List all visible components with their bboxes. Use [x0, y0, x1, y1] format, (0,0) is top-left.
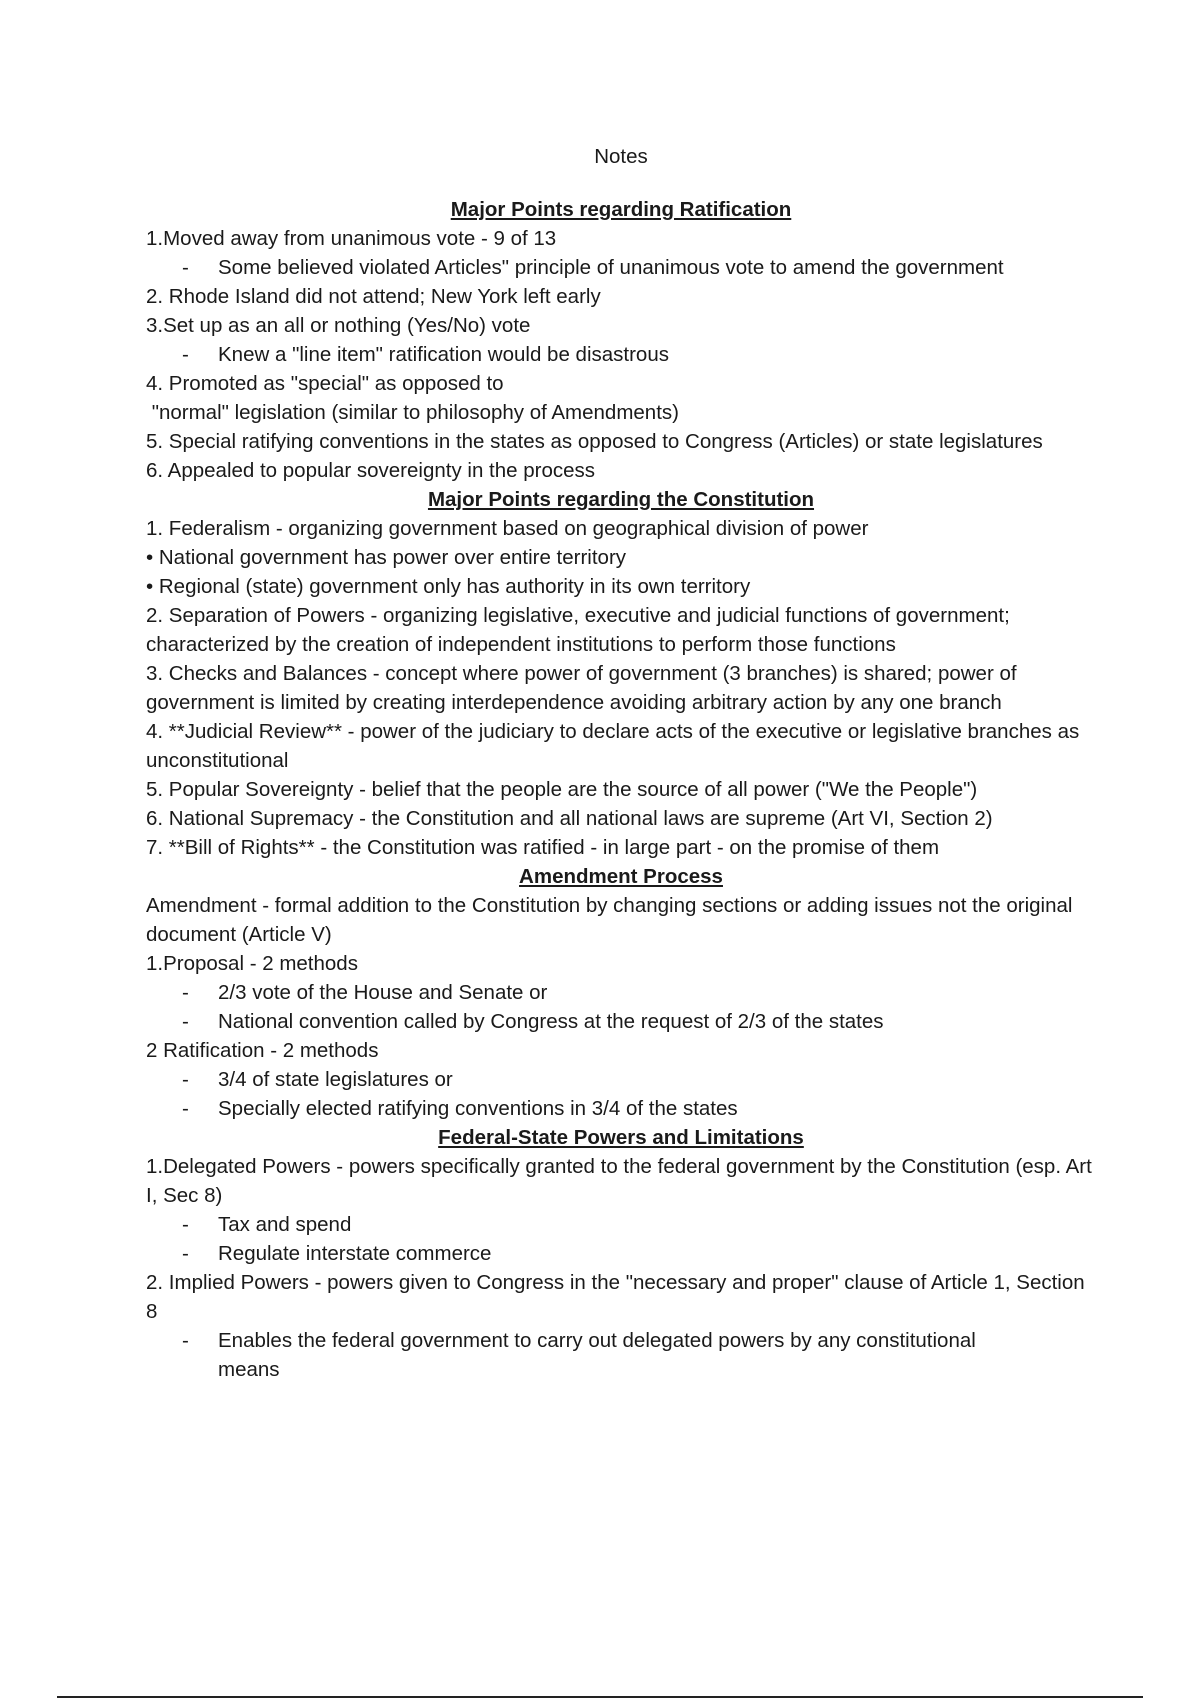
heading-amendment: Amendment Process [519, 865, 723, 888]
bottom-rule [57, 1696, 1143, 1698]
amendment-point-1-sub-2: - National convention called by Congress at the request of 2/3 of the states [146, 1007, 1096, 1036]
constitution-bullet-2: • Regional (state) government only has authority in its own territory [146, 575, 751, 598]
amendment-point-2: 2 Ratification - 2 methods [146, 1039, 379, 1062]
ratification-point-1: 1.Moved away from unanimous vote - 9 of 13 [146, 227, 557, 250]
amendment-intro: Amendment - formal addition to the Constitution by changing sections or adding issues not the original document (Article V) [146, 894, 1073, 946]
amendment-point-2-sub-2: - Specially elected ratifying conventions in 3/4 of the states [146, 1094, 1096, 1123]
amendment-point-1: 1.Proposal - 2 methods [146, 952, 358, 975]
constitution-point-2: 2. Separation of Powers - organizing legislative, executive and judicial functions of government; characterized by the creation of independent institutions to perform those functions [146, 604, 1010, 656]
dash-bullet: - [182, 1329, 189, 1352]
constitution-point-3: 3. Checks and Balances - concept where power of government (3 branches) is shared; power of government is limited by creating interdependence avoiding arbitrary action by any one branch [146, 662, 1017, 714]
federal-point-2-sub-1: - Enables the federal government to carry out delegated powers by any constitutional means [146, 1326, 1096, 1384]
ratification-point-1-sub: - Some believed violated Articles" principle of unanimous vote to amend the government [146, 253, 1096, 282]
dash-bullet: - [182, 1068, 189, 1091]
ratification-point-4a: 4. Promoted as "special" as opposed to [146, 372, 504, 395]
dash-bullet: - [182, 1213, 189, 1236]
heading-federal-state: Federal-State Powers and Limitations [438, 1126, 804, 1149]
federal-point-1-sub-1: - Tax and spend [146, 1210, 1096, 1239]
constitution-point-4: 4. **Judicial Review** - power of the judiciary to declare acts of the executive or legislative branches as unconstitutional [146, 720, 1080, 772]
federal-point-1: 1.Delegated Powers - powers specifically granted to the federal government by the Constitution (esp. Art I, Sec 8) [146, 1155, 1092, 1207]
heading-ratification: Major Points regarding Ratification [450, 198, 792, 221]
dash-bullet: - [182, 256, 189, 279]
dash-bullet: - [182, 981, 189, 1004]
constitution-bullet-1: • National government has power over entire territory [146, 546, 627, 569]
constitution-point-7: 7. **Bill of Rights** - the Constitution was ratified - in large part - on the promise of them [146, 836, 940, 859]
ratification-point-5: 5. Special ratifying conventions in the states as opposed to Congress (Articles) or state legislatures [146, 430, 1043, 453]
dash-bullet: - [182, 1010, 189, 1033]
constitution-point-5: 5. Popular Sovereignty - belief that the people are the source of all power ("We the People") [146, 778, 978, 801]
amendment-point-1-sub-1: - 2/3 vote of the House and Senate or [146, 978, 1096, 1007]
ratification-point-6: 6. Appealed to popular sovereignty in the process [146, 459, 596, 482]
document-page [146, 142, 1096, 1384]
federal-point-2: 2. Implied Powers - powers given to Congress in the "necessary and proper" clause of Article 1, Section 8 [146, 1271, 1085, 1323]
ratification-point-3: 3.Set up as an all or nothing (Yes/No) vote [146, 314, 531, 337]
ratification-point-4b: "normal" legislation (similar to philosophy of Amendments) [146, 401, 679, 424]
heading-constitution: Major Points regarding the Constitution [427, 488, 815, 511]
constitution-point-1: 1. Federalism - organizing government based on geographical division of power [146, 517, 869, 540]
dash-bullet: - [182, 343, 189, 366]
ratification-point-3-sub: - Knew a "line item" ratification would be disastrous [146, 340, 1096, 369]
constitution-point-6: 6. National Supremacy - the Constitution and all national laws are supreme (Art VI, Section 2) [146, 807, 993, 830]
ratification-point-2: 2. Rhode Island did not attend; New York left early [146, 285, 601, 308]
dash-bullet: - [182, 1097, 189, 1120]
amendment-point-2-sub-1: - 3/4 of state legislatures or [146, 1065, 1096, 1094]
federal-point-1-sub-2: - Regulate interstate commerce [146, 1239, 1096, 1268]
document-title: Notes [594, 145, 648, 168]
dash-bullet: - [182, 1242, 189, 1265]
